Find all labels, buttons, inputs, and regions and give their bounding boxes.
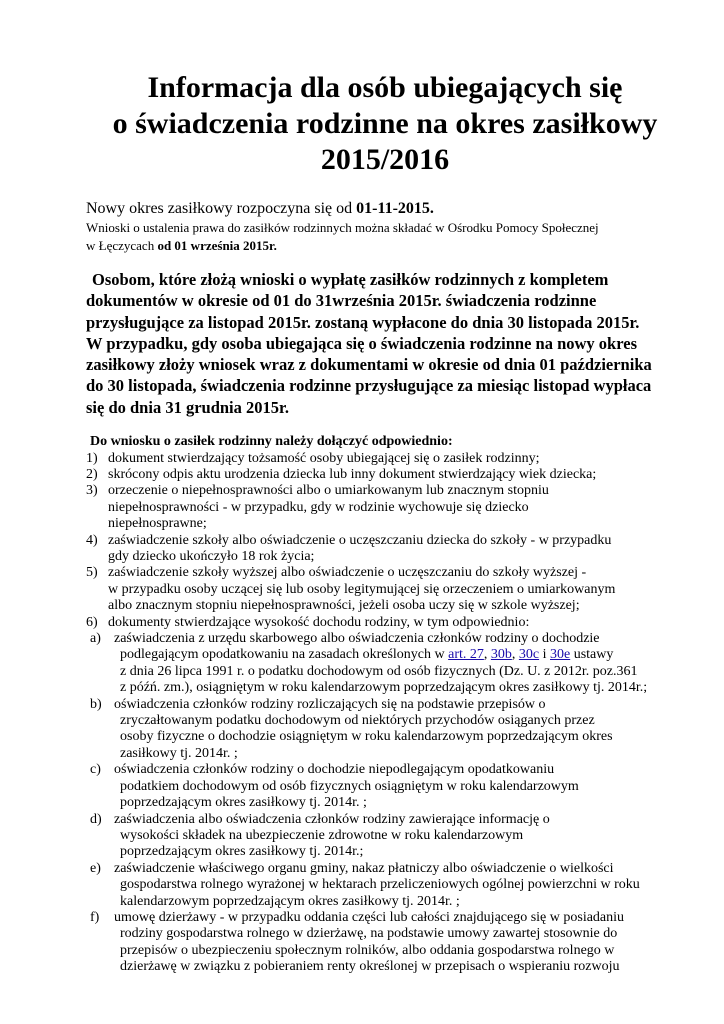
list-item-number: 4) xyxy=(86,532,98,548)
list-item-number: 2) xyxy=(86,466,98,482)
sub-list-item-letter: f) xyxy=(90,909,100,925)
sub-list-item-continuation: przepisów o ubezpieczeniu społecznym rolników, albo oddania gospodarstwa rolnego w xyxy=(120,942,615,958)
list-item-number: 5) xyxy=(86,565,98,581)
sub-list-item-continuation: zryczałtowanym podatku dochodowym od niektórych przychodów osiąganych przez xyxy=(120,713,595,729)
sub-list-item-text: oświadczenia członków rodziny o dochodzie niepodlegającym opodatkowaniu xyxy=(114,762,555,778)
list-item-text: skrócony odpis aktu urodzenia dziecka lub inny dokument stwierdzający wiek dziecka; xyxy=(108,466,597,482)
payment-info-line: W przypadku, gdy osoba ubiegająca się o świadczenia rodzinne na nowy okres xyxy=(86,333,637,353)
sub-list-item-continuation xyxy=(86,647,684,663)
title-line-1: Informacja dla osób ubiegających się xyxy=(147,71,623,104)
sub-list-item-text: zaświadczenia z urzędu skarbowego albo oświadczenia członków rodziny o dochodzie xyxy=(114,631,600,647)
sub-list-item-letter: b) xyxy=(90,696,102,712)
application-location: w Łęczycach xyxy=(86,238,158,253)
sub-list-item-continuation: dzierżawę w związku z pobieraniem renty określonej w przepisach o wspieraniu rozwoju xyxy=(120,959,620,975)
link-art-27[interactable]: art. 27 xyxy=(448,647,484,663)
intro-section xyxy=(86,199,684,255)
link-30e[interactable]: 30e xyxy=(550,647,571,663)
list-item-number: 3) xyxy=(86,483,98,499)
sub-list-item-continuation: kalendarzowym poprzedzającym okres zasiłkowy tj. 2014r. ; xyxy=(120,893,460,909)
list-item xyxy=(86,467,684,483)
payment-info-paragraph xyxy=(86,269,684,418)
sub-list-item-text: zaświadczenia albo oświadczenia członków rodziny zawierające informację o xyxy=(114,811,550,827)
application-start-date: od 01 września 2015r. xyxy=(157,238,277,253)
list-item xyxy=(86,565,684,581)
sub-list-item-letter: e) xyxy=(90,860,101,876)
period-start-line xyxy=(86,199,684,219)
sub-list-item-letter: a) xyxy=(90,631,101,647)
separator: i xyxy=(539,647,550,663)
sub-list-item xyxy=(86,910,684,926)
sub-list-item-continuation: wysokości składek na ubezpieczenie zdrowotne w roku kalendarzowym xyxy=(120,827,524,843)
list-item-continuation: albo znacznym stopniu niepełnosprawności, jeżeli osoba uczy się w szkole wyższej; xyxy=(108,598,580,614)
list-item-continuation: w przypadku osoby uczącej się lub osoby legitymującej się orzeczeniem o umiarkowanym xyxy=(108,581,616,597)
list-item xyxy=(86,533,684,549)
law-reference-text: podlegającym opodatkowaniu na zasadach określonych w xyxy=(120,647,449,663)
sub-list-item-text: zaświadczenie właściwego organu gminy, nakaz płatniczy albo oświadczenie o wielkości xyxy=(114,860,614,876)
list-item-continuation: niepełnosprawności - w przypadku, gdy w rodzinie wychowuje się dziecko xyxy=(108,499,529,515)
list-item-text: orzeczenie o niepełnosprawności albo o umiarkowanym lub znacznym stopniu xyxy=(108,483,549,499)
sub-list-item-letter: c) xyxy=(90,762,101,778)
list-item-continuation: niepełnosprawne; xyxy=(108,516,207,532)
link-30c[interactable]: 30c xyxy=(518,647,540,663)
list-item-number: 1) xyxy=(86,450,98,466)
sub-list-item-continuation: podatkiem dochodowym od osób fizycznych osiągniętym w roku kalendarzowym xyxy=(120,778,579,794)
payment-info-line: przysługujące za listopad 2015r. zostaną wypłacone do dnia 30 listopada 2015r. xyxy=(86,312,640,332)
period-start-text: Nowy okres zasiłkowy rozpoczyna się od xyxy=(86,200,357,217)
payment-info-line: Osobom, które złożą wnioski o wypłatę zasiłków rodzinnych z kompletem xyxy=(92,270,609,289)
link-30b[interactable]: 30b xyxy=(490,647,512,663)
application-info-line-2 xyxy=(86,237,684,255)
sub-list-item-continuation: gospodarstwa rolnego wyrażonej w hektarach przeliczeniowych ogólnej powierzchni w roku xyxy=(120,877,640,893)
sub-list-item xyxy=(86,812,684,828)
sub-list-item-continuation: poprzedzającym okres zasiłkowy tj. 2014r. ; xyxy=(120,795,367,811)
payment-info-line: do 30 listopada, świadczenia rodzinne przysługujące za miesiąc listopad wypłaca xyxy=(86,376,652,396)
payment-info-line: zasiłkowy złoży wniosek wraz z dokumentami w okresie od dnia 01 października xyxy=(86,355,652,375)
application-info-line-1: Wnioski o ustalenia prawa do zasiłków rodzinnych można składać w Ośrodku Pomocy Społecznej xyxy=(86,220,599,235)
documents-list xyxy=(86,451,684,976)
document-title xyxy=(86,70,684,178)
sub-list-item xyxy=(86,697,684,713)
title-line-2: o świadczenia rodzinne na okres zasiłkowy xyxy=(112,107,658,140)
list-item-text: dokument stwierdzający tożsamość osoby ubiegającej się o zasiłek rodzinny; xyxy=(108,450,540,466)
sub-list-item-text: oświadczenia członków rodziny rozliczających się na podstawie przepisów o xyxy=(114,696,546,712)
list-item-text: zaświadczenie szkoły wyższej albo oświadczenie o uczęszczaniu do szkoły wyższej - xyxy=(108,565,587,581)
list-item-number: 6) xyxy=(86,614,98,630)
list-item-text: zaświadczenie szkoły albo oświadczenie o uczęszczaniu dziecka do szkoły - w przypadku xyxy=(108,532,612,548)
list-item xyxy=(86,615,684,631)
list-item-text: dokumenty stwierdzające wysokość dochodu rodziny, w tym odpowiednio: xyxy=(108,614,530,630)
sub-list-item xyxy=(86,861,684,877)
law-reference-suffix: ustawy xyxy=(570,647,614,663)
separator: , xyxy=(511,647,519,663)
period-start-date: 01-11-2015. xyxy=(356,200,434,217)
documents-list-heading: Do wniosku o zasiłek rodzinny należy dołączyć odpowiednio: xyxy=(90,434,453,450)
list-item xyxy=(86,451,684,467)
sub-list-item-continuation: z późń. zm.), osiągniętym w roku kalendarzowym poprzedzającym okres zasiłkowy tj. 2014r.; xyxy=(120,680,648,696)
sub-list-item xyxy=(86,631,684,647)
payment-info-line: dokumentów w okresie od 01 do 31września 2015r. świadczenia rodzinne xyxy=(86,291,597,311)
payment-info-line: się do dnia 31 grudnia 2015r. xyxy=(86,397,289,417)
separator: , xyxy=(483,647,491,663)
title-line-3: 2015/2016 xyxy=(320,143,450,176)
list-item xyxy=(86,483,684,499)
sub-list-item xyxy=(86,762,684,778)
sub-list-item-text: umowę dzierżawy - w przypadku oddania części lub całości znajdującego się w posiadaniu xyxy=(114,909,625,925)
sub-list-item-continuation: osoby fizyczne o dochodzie osiągniętym w roku kalendarzowym poprzedzającym okres xyxy=(120,729,613,745)
sub-list-item-continuation: z dnia 26 lipca 1991 r. o podatku dochodowym od osób fizycznych (Dz. U. z 2012r. poz.361 xyxy=(120,663,638,679)
sub-list-item-continuation: poprzedzającym okres zasiłkowy tj. 2014r.; xyxy=(120,844,364,860)
list-item-continuation: gdy dziecko ukończyło 18 rok życia; xyxy=(108,549,315,565)
sub-list-item-letter: d) xyxy=(90,811,102,827)
sub-list-item-continuation: rodziny gospodarstwa rolnego w dzierżawę, na podstawie umowy zawartej stosownie do xyxy=(120,926,618,942)
sub-list-item-continuation: zasiłkowy tj. 2014r. ; xyxy=(120,745,238,761)
